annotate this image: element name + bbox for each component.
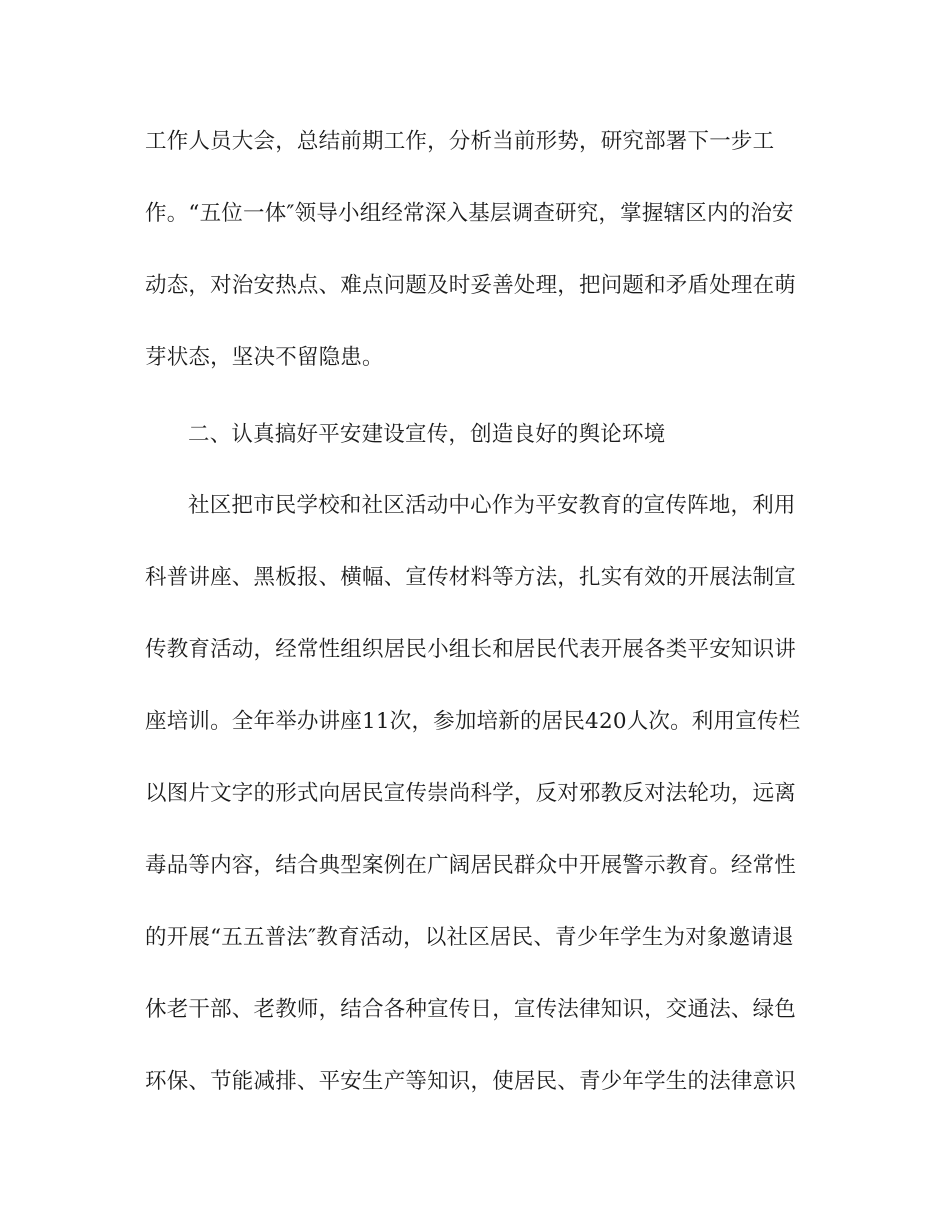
text-line: 以图片文字的形式向居民宣传崇尚科学，反对邪教反对法轮功，远离 [145, 781, 797, 806]
text-line: 芽状态，坚决不留隐患。 [145, 345, 384, 370]
text-line: 毒品等内容，结合典型案例在广阔居民群众中开展警示教育。经常性 [145, 853, 797, 878]
text-line: 作。“五位一体″领导小组经常深入基层调查研究，掌握辖区内的治安 [145, 201, 794, 226]
section-heading: 二、认真搞好平安建设宣传，创造良好的舆论环境 [188, 422, 666, 447]
text-line: 社区把市民学校和社区活动中心作为平安教育的宣传阵地，利用 [188, 493, 796, 518]
text-line: 科普讲座、黑板报、横幅、宣传材料等方法，扎实有效的开展法制宣 [145, 565, 797, 590]
text-line: 的开展“五五普法″教育活动，以社区居民、青少年学生为对象邀请退 [145, 925, 794, 950]
text-line: 休老干部、老教师，结合各种宣传日，宣传法律知识，交通法、绿色 [145, 997, 797, 1022]
text-line: 工作人员大会，总结前期工作，分析当前形势，研究部署下一步工 [145, 129, 775, 154]
text-line: 环保、节能减排、平安生产等知识，使居民、青少年学生的法律意识 [145, 1069, 797, 1094]
text-line: 座培训。全年举办讲座11次，参加培新的居民420人次。利用宣传栏 [145, 709, 801, 734]
text-line: 动态，对治安热点、难点问题及时妥善处理，把问题和矛盾处理在萌 [145, 273, 797, 298]
text-line: 传教育活动，经常性组织居民小组长和居民代表开展各类平安知识讲 [145, 637, 797, 662]
